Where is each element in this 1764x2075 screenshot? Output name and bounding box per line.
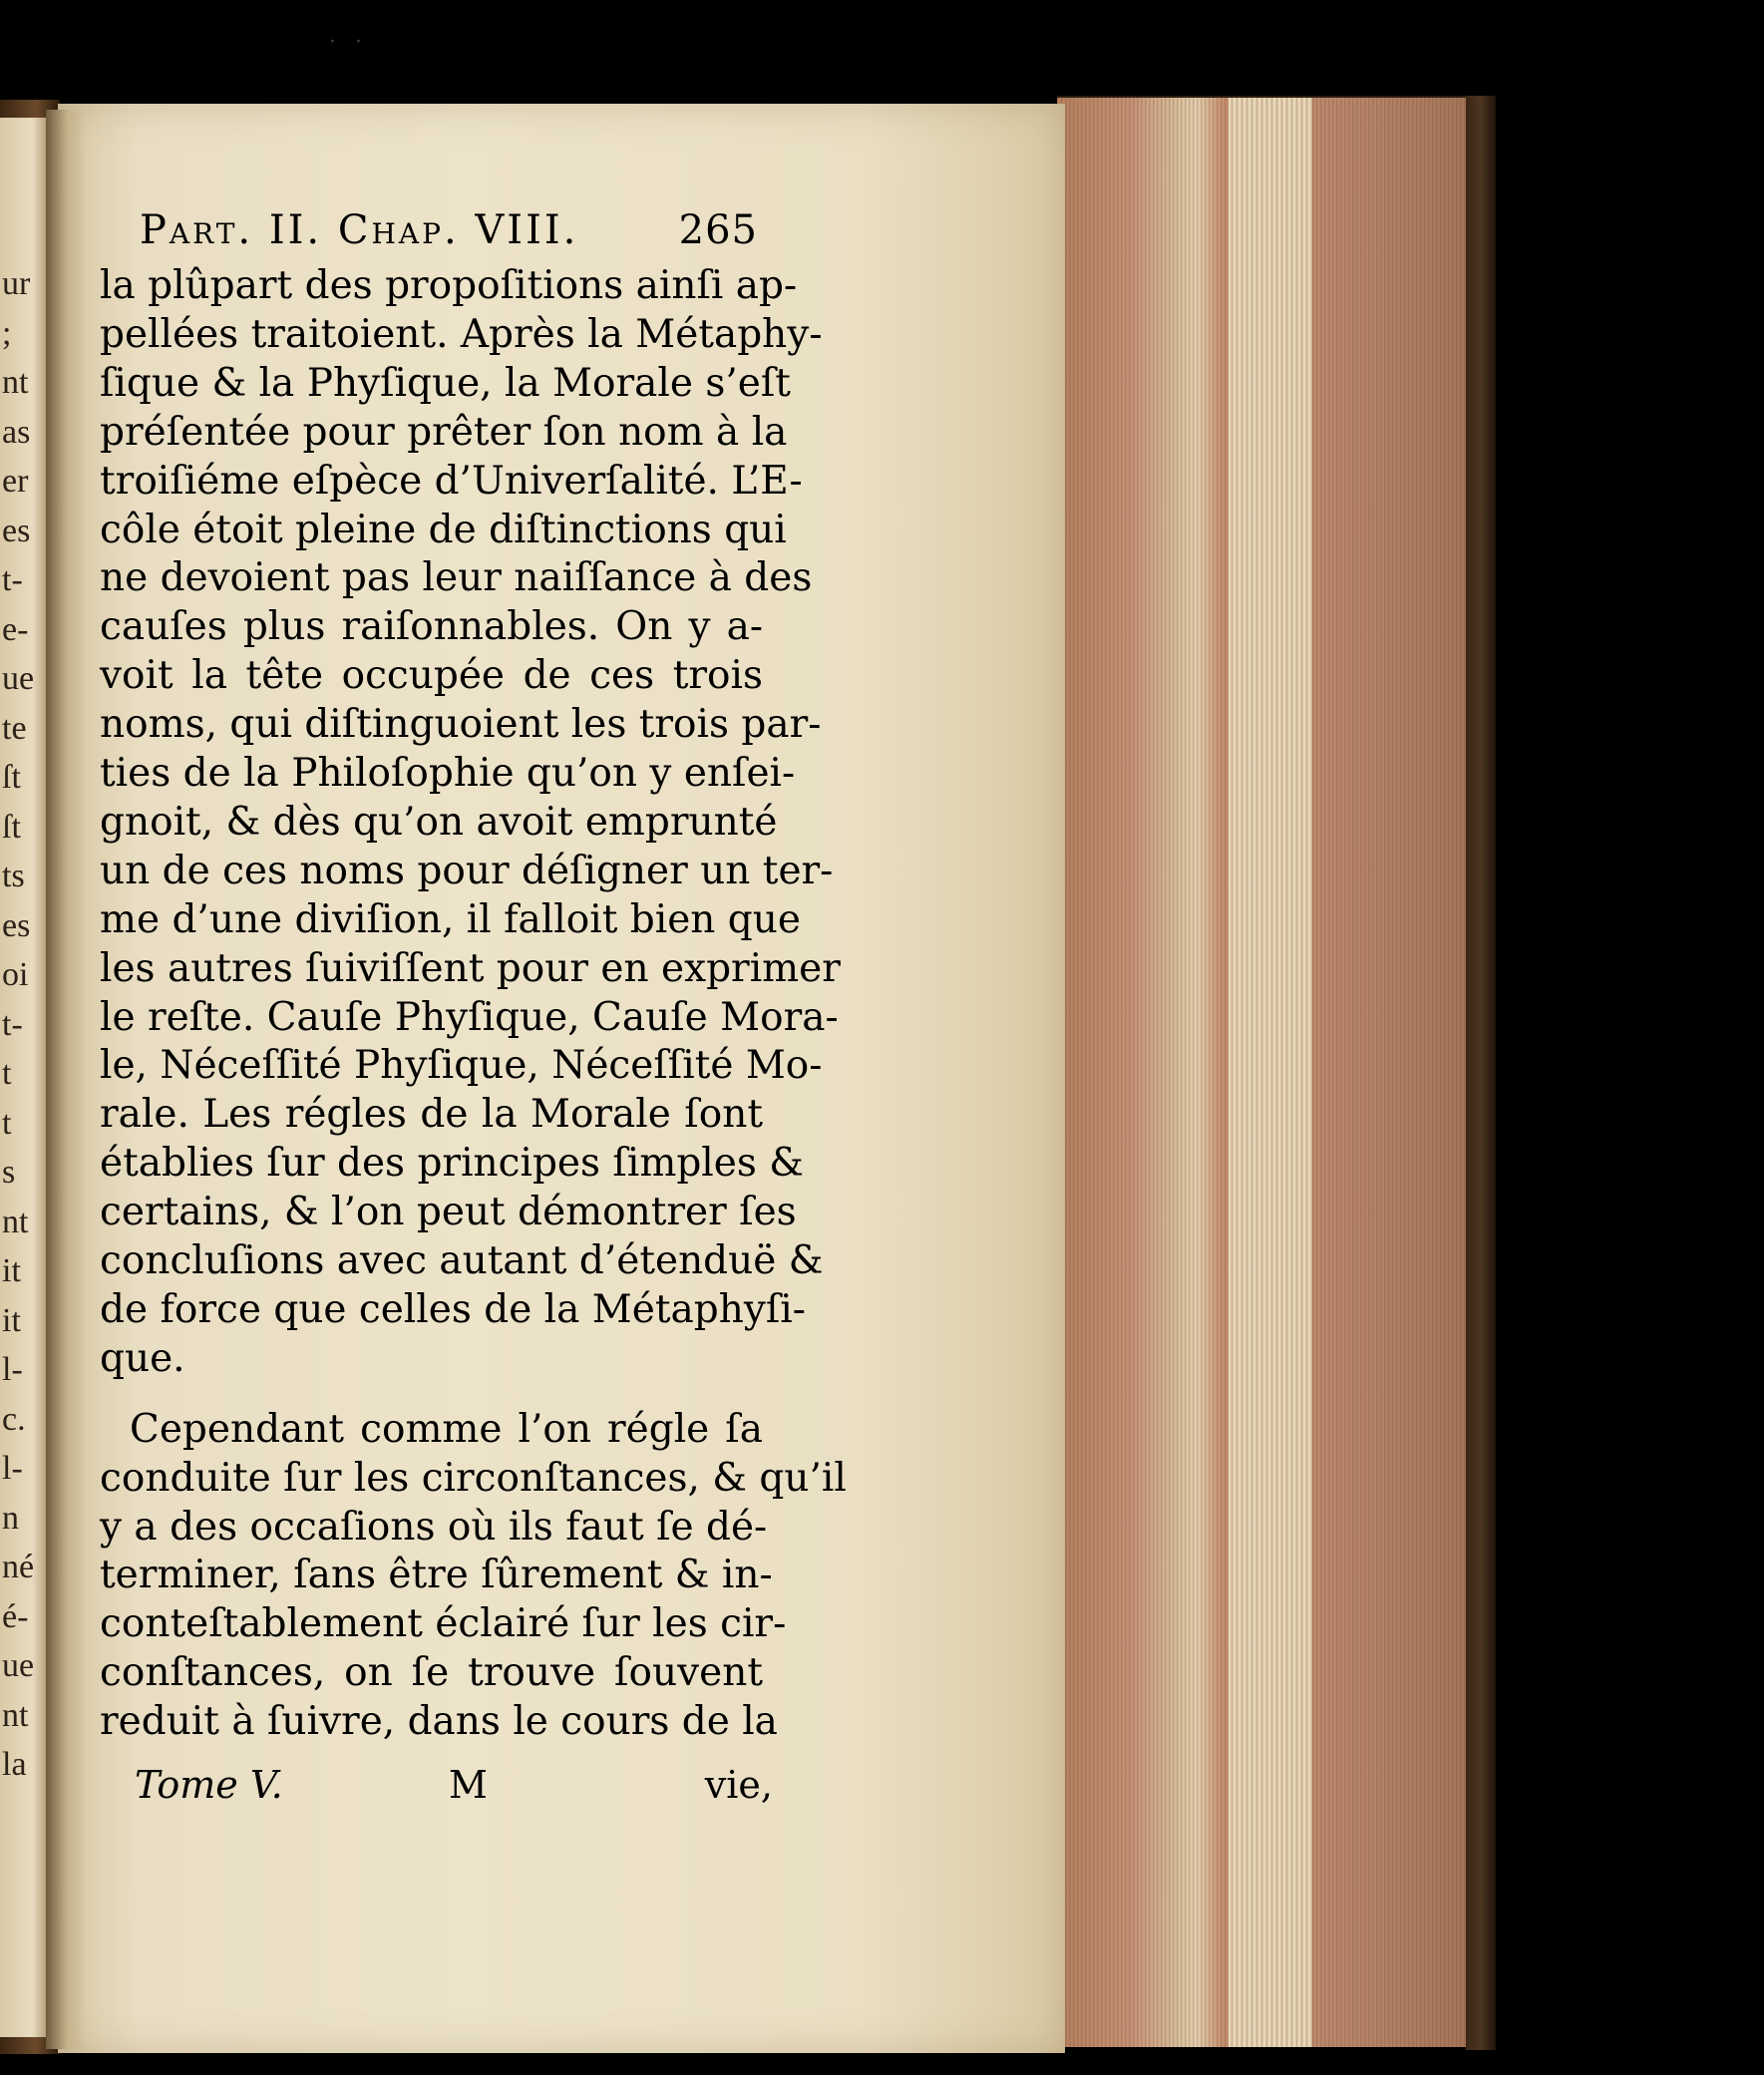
text-line: les autres ſuiviſſent pour en exprimer bbox=[100, 945, 841, 991]
left-page-fragment: ſt bbox=[2, 759, 21, 796]
left-page-fragment: né bbox=[2, 1549, 35, 1585]
text-line: noms, qui diſtinguoient les trois par- bbox=[100, 702, 822, 748]
header-part: Part. II. bbox=[140, 207, 323, 253]
text-line: ties de la Philoſophie qu’on y enſei- bbox=[100, 751, 796, 796]
text-line: voit la tête occupée de ces trois bbox=[100, 653, 763, 699]
text-line: pellées traitoient. Après la Métaphy- bbox=[100, 311, 823, 357]
text-line: rale. Les régles de la Morale ſont bbox=[100, 1092, 763, 1138]
text-line: que. bbox=[100, 1335, 185, 1381]
text-line: la plûpart des propoſitions ainſi ap- bbox=[100, 263, 798, 308]
text-line: cauſes plus raiſonnables. On y a- bbox=[100, 604, 763, 650]
left-page-fragment: ue bbox=[2, 660, 35, 697]
left-page-fragment: t bbox=[2, 1104, 12, 1142]
text-line: de force que celles de la Métaphyſi- bbox=[100, 1286, 806, 1332]
text-line: reduit à ſuivre, dans le cours de la bbox=[100, 1699, 778, 1745]
left-page-fragment: oi bbox=[2, 956, 29, 993]
text-line: conſtances, on ſe trouve ſouvent bbox=[100, 1650, 763, 1696]
left-page-fragment: es bbox=[2, 906, 31, 944]
left-page-fragment: nt bbox=[2, 1203, 29, 1240]
left-page-fragment: it bbox=[2, 1301, 21, 1339]
left-page-fragment: it bbox=[2, 1252, 21, 1289]
text-line: établies ſur des principes ſimples & bbox=[100, 1141, 804, 1187]
left-page-fragment: t bbox=[2, 1055, 12, 1092]
left-page-fragment: as bbox=[2, 413, 31, 451]
left-page-fragment: nt bbox=[2, 364, 29, 401]
left-page-fragment: es bbox=[2, 512, 31, 549]
left-page-fragment: nt bbox=[2, 1696, 29, 1734]
left-page-fragment: t- bbox=[2, 561, 23, 598]
page-edges-light-band bbox=[1229, 98, 1312, 2047]
left-page-fragment: er bbox=[2, 463, 29, 500]
text-line: certains, & l’on peut démontrer ſes bbox=[100, 1190, 797, 1235]
left-page-fragment: s bbox=[2, 1154, 16, 1191]
left-page-fragment: ts bbox=[2, 858, 25, 894]
text-line: préſentée pour prêter ſon nom à la bbox=[100, 409, 788, 455]
left-page-fragment: c. bbox=[2, 1400, 26, 1438]
text-line: concluſions avec autant d’étenduë & bbox=[100, 1238, 824, 1283]
text-line: ſique & la Phyſique, la Morale s’eſt bbox=[100, 360, 791, 406]
left-page-fragment: l- bbox=[2, 1351, 23, 1388]
left-page-fragment: e- bbox=[2, 610, 29, 648]
dust-specks: · · bbox=[329, 30, 368, 55]
text-line: conteſtablement éclairé ſur les cir- bbox=[100, 1601, 787, 1647]
left-page-fragment: ue bbox=[2, 1647, 35, 1684]
text-line: terminer, ſans être ſûrement & in- bbox=[100, 1553, 773, 1598]
text-line: ne devoient pas leur naiſſance à des bbox=[100, 555, 813, 601]
right-cover-edge bbox=[1466, 96, 1496, 2050]
text-line: conduite ſur les circonſtances, & qu’il bbox=[100, 1455, 847, 1501]
page-footer bbox=[135, 1760, 773, 1810]
left-page-fragment: é- bbox=[2, 1597, 29, 1635]
text-line: me d’une diviſion, il falloit bien que bbox=[100, 896, 801, 942]
text-line: le reſte. Cauſe Phyſique, Cauſe Mora- bbox=[100, 994, 839, 1040]
text-line: troiſiéme eſpèce d’Univerſalité. L’E- bbox=[100, 458, 803, 504]
header-chapter: Chap. VIII. bbox=[337, 207, 579, 253]
text-line: Cependant comme l’on régle ſa bbox=[130, 1406, 763, 1452]
left-page-fragment: la bbox=[2, 1746, 27, 1783]
previous-page-sliver bbox=[0, 118, 46, 2037]
footer-volume: Tome V. bbox=[135, 1763, 283, 1807]
left-page-fragment: ſt bbox=[2, 808, 21, 846]
left-page-fragment: l- bbox=[2, 1450, 23, 1487]
text-line: côle étoit pleine de diſtinctions qui bbox=[100, 507, 787, 552]
text-line: un de ces noms pour déſigner un ter- bbox=[100, 848, 834, 893]
text-line: le, Néceſſité Phyſique, Néceſſité Mo- bbox=[100, 1043, 823, 1089]
left-page-fragment: n bbox=[2, 1499, 19, 1537]
text-line: y a des occaſions où ils faut ſe dé- bbox=[100, 1504, 768, 1550]
left-page-fragment: te bbox=[2, 709, 27, 747]
left-page-fragment: t- bbox=[2, 1005, 23, 1043]
running-header bbox=[140, 207, 758, 253]
page-number: 265 bbox=[678, 207, 758, 253]
gutter-shadow bbox=[46, 110, 86, 2049]
footer-catchword: vie, bbox=[704, 1763, 773, 1807]
footer-signature: M bbox=[449, 1763, 488, 1807]
text-line: gnoit, & dès qu’on avoit emprunté bbox=[100, 799, 778, 845]
left-page-fragment: ; bbox=[2, 314, 12, 352]
left-page-fragment: ur bbox=[2, 265, 31, 302]
